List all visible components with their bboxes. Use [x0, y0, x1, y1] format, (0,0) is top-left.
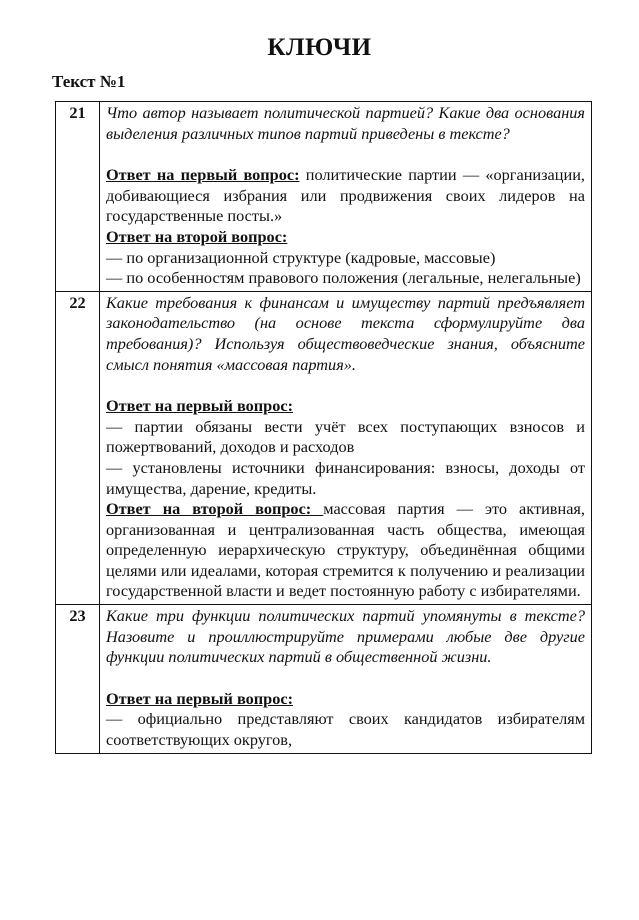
- answer-label: Ответ на первый вопрос:: [106, 165, 300, 185]
- answer-label: Ответ на первый вопрос:: [106, 688, 294, 708]
- answer-text: массовая партия — это активная, организованная и централизованная часть общества, имеющая определенную иерархическую структуру, объединённая общими целями или идеалами, которая стремится к получению и реализации государственной власти и ведет постоянную работу с избирателями.: [106, 499, 585, 601]
- question-number: 21: [56, 102, 100, 292]
- answer-cell: [100, 291, 592, 604]
- answer-second: [106, 499, 585, 602]
- question-text: Что автор называет политической партией? Какие два основания выделения различных типов партий приведены в тексте?: [106, 103, 585, 143]
- table-row: [56, 605, 592, 754]
- answer-item: — установлены источники финансирования: взносы, доходы от имущества, дарение, кредиты.: [106, 457, 585, 498]
- answer-label: Ответ на второй вопрос:: [106, 499, 324, 519]
- question-text: Какие три функции политических партий упомянуты в тексте? Назовите и проиллюстрируйте примерами любые две другие функции политических партий в общественной жизни.: [106, 606, 585, 667]
- answer-cell: [100, 605, 592, 754]
- answer-cell: [100, 102, 592, 292]
- answer-item: — по особенностям правового положения (легальные, нелегальные): [106, 268, 581, 288]
- answer-item: — по организационной структуре (кадровые, массовые): [106, 247, 496, 267]
- table-row: [56, 102, 592, 292]
- answer-item: — партии обязаны вести учёт всех поступающих взносов и пожертвований, доходов и расходов: [106, 416, 585, 457]
- answer-label: Ответ на второй вопрос:: [106, 226, 288, 246]
- question-number: 22: [56, 291, 100, 604]
- question-number: 23: [56, 605, 100, 754]
- answer-label: Ответ на первый вопрос:: [106, 396, 294, 416]
- answer-item: — официально представляют своих кандидатов избирателям соответствующих округов,: [106, 709, 585, 750]
- answer-first: [106, 165, 585, 227]
- question-text: Какие требования к финансам и имуществу партий предъявляет законодательство (на основе текста сформулируйте два требования)? Используя обществоведческие знания, объясните смысл понятия «массовая партия».: [106, 292, 585, 374]
- answer-text: политические партии — «организации, добивающиеся избрания или продвижения своих лидеров на государственные посты.»: [106, 165, 585, 226]
- table-row: [56, 291, 592, 604]
- page-title: КЛЮЧИ: [267, 34, 372, 61]
- text-subtitle: Текст №1: [52, 72, 126, 91]
- answer-keys-table: [55, 101, 592, 754]
